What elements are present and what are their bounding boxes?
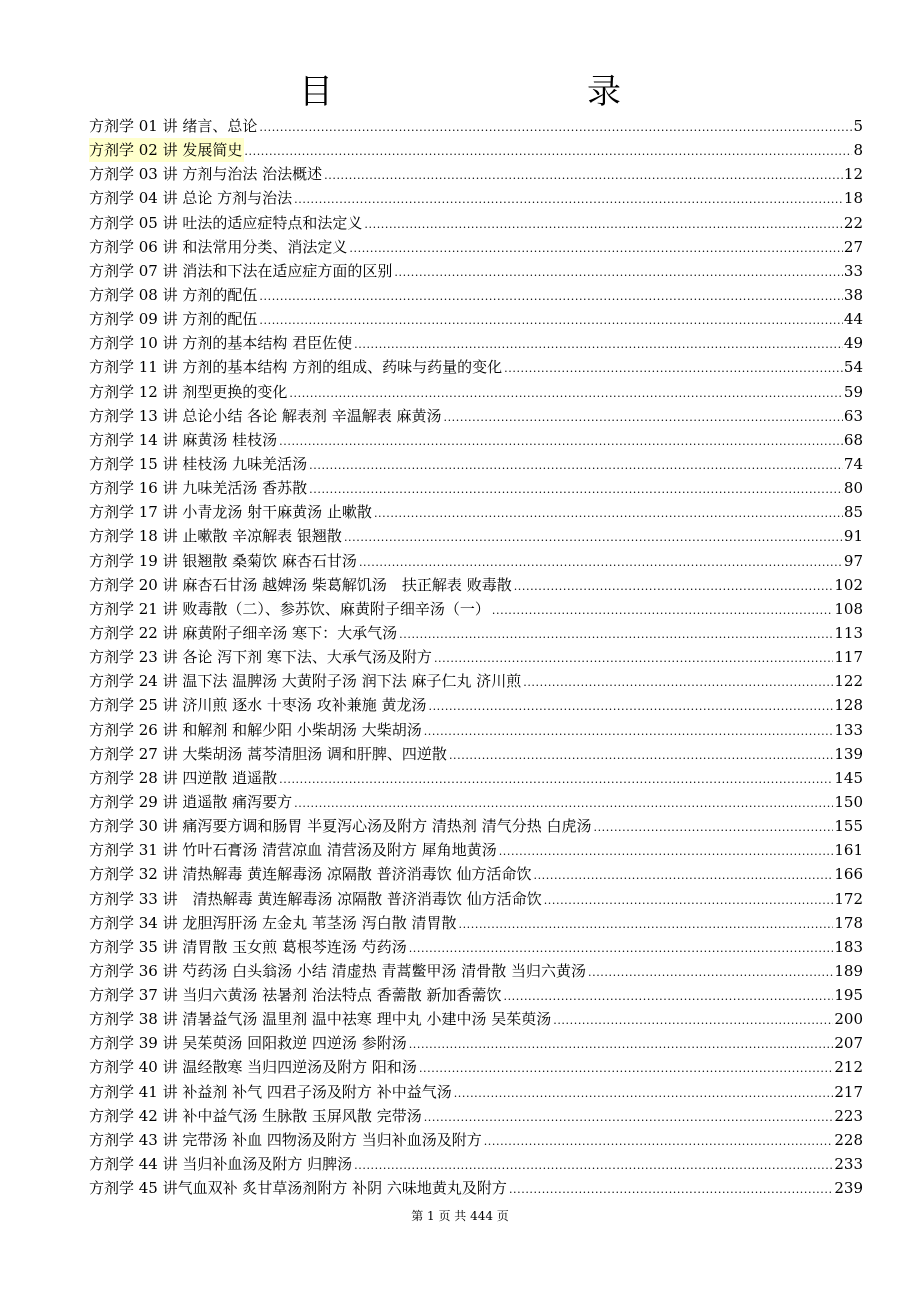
toc-entry-page-number: 223 <box>834 1106 863 1125</box>
toc-dot-leader <box>279 430 843 452</box>
toc-entry-label: 方剂学 42 讲 补中益气汤 生脉散 玉屏风散 完带汤 <box>89 1106 422 1125</box>
toc-entry[interactable] <box>89 283 863 307</box>
page-title: 目 录 <box>299 72 683 112</box>
toc-entry[interactable] <box>89 693 863 717</box>
toc-entry-page-number: 178 <box>834 913 863 932</box>
toc-dot-leader <box>289 382 843 404</box>
toc-dot-leader <box>553 1009 833 1031</box>
toc-entry[interactable] <box>89 1055 863 1079</box>
toc-entry[interactable] <box>89 621 863 645</box>
toc-dot-leader <box>419 1057 833 1079</box>
toc-entry-label: 方剂学 22 讲 麻黄附子细辛汤 寒下：大承气汤 <box>89 623 398 642</box>
toc-entry-label: 方剂学 21 讲 败毒散（二）、参苏饮、麻黄附子细辛汤（一） <box>89 599 490 618</box>
toc-dot-leader <box>454 1082 834 1104</box>
toc-entry[interactable] <box>89 186 863 210</box>
toc-dot-leader <box>309 454 843 476</box>
toc-dot-leader <box>409 937 834 959</box>
toc-entry[interactable] <box>89 331 863 355</box>
toc-entry-label: 方剂学 20 讲 麻杏石甘汤 越婢汤 柴葛解饥汤 扶正解表 败毒散 <box>89 575 512 594</box>
toc-entry-label: 方剂学 07 讲 消法和下法在适应症方面的区别 <box>89 261 393 280</box>
toc-entry-page-number: 117 <box>834 648 863 667</box>
toc-entry-label: 方剂学 33 讲 清热解毒 黄连解毒汤 凉隔散 普济消毒饮 仙方活命饮 <box>89 889 542 908</box>
toc-entry[interactable] <box>89 814 863 838</box>
toc-entry[interactable] <box>89 428 863 452</box>
toc-entry-page-number: 183 <box>834 937 863 956</box>
toc-entry-page-number: 22 <box>843 213 863 232</box>
toc-entry-page-number: 200 <box>834 1010 863 1029</box>
toc-dot-leader <box>294 792 833 814</box>
toc-entry-label: 方剂学 11 讲 方剂的基本结构 方剂的组成、药味与药量的变化 <box>89 358 503 377</box>
toc-dot-leader <box>504 357 843 379</box>
toc-dot-leader <box>259 309 843 331</box>
toc-entry-label: 方剂学 31 讲 竹叶石膏汤 清营凉血 清营汤及附方 犀角地黄汤 <box>89 841 497 860</box>
toc-dot-leader <box>354 1154 833 1176</box>
toc-entry[interactable] <box>89 1176 863 1200</box>
toc-entry-page-number: 233 <box>834 1155 863 1174</box>
toc-dot-leader <box>259 285 843 307</box>
toc-entry-label: 方剂学 45 讲气血双补 炙甘草汤剂附方 补阴 六味地黄丸及附方 <box>89 1179 507 1198</box>
toc-entry-page-number: 63 <box>843 406 863 425</box>
toc-entry-label: 方剂学 37 讲 当归六黄汤 祛暑剂 治法特点 香薷散 新加香薷饮 <box>89 986 502 1005</box>
toc-entry-page-number: 91 <box>843 527 863 546</box>
toc-entry[interactable] <box>89 838 863 862</box>
toc-entry-label: 方剂学 19 讲 银翘散 桑菊饮 麻杏石甘汤 <box>89 551 357 570</box>
toc-entry-label: 方剂学 24 讲 温下法 温脾汤 大黄附子汤 润下法 麻子仁丸 济川煎 <box>89 672 522 691</box>
toc-dot-leader <box>399 623 833 645</box>
toc-dot-leader <box>324 164 843 186</box>
toc-entry-page-number: 207 <box>834 1034 863 1053</box>
toc-entry-page-number: 68 <box>843 430 863 449</box>
toc-entry[interactable] <box>89 1128 863 1152</box>
toc-entry-label: 方剂学 38 讲 清暑益气汤 温里剂 温中祛寒 理中丸 小建中汤 吴茱萸汤 <box>89 1010 552 1029</box>
toc-entry[interactable] <box>89 669 863 693</box>
toc-entry-page-number: 102 <box>834 575 863 594</box>
toc-entry-page-number: 145 <box>834 768 863 787</box>
toc-entry[interactable] <box>89 573 863 597</box>
toc-entry-page-number: 85 <box>843 503 863 522</box>
toc-entry[interactable] <box>89 959 863 983</box>
toc-dot-leader <box>443 406 842 428</box>
toc-dot-leader <box>424 1106 834 1128</box>
toc-entry[interactable] <box>89 476 863 500</box>
toc-entry[interactable] <box>89 742 863 766</box>
toc-entry-page-number: 166 <box>834 865 863 884</box>
toc-entry-page-number: 113 <box>834 623 863 642</box>
toc-entry[interactable] <box>89 935 863 959</box>
toc-entry[interactable] <box>89 645 863 669</box>
toc-entry-page-number: 128 <box>834 696 863 715</box>
toc-entry[interactable] <box>89 355 863 379</box>
toc-dot-leader <box>354 333 843 355</box>
toc-entry-page-number: 150 <box>834 792 863 811</box>
toc-entry-label: 方剂学 12 讲 剂型更换的变化 <box>89 382 288 401</box>
toc-entry-label: 方剂学 40 讲 温经散寒 当归四逆汤及附方 阳和汤 <box>89 1058 417 1077</box>
toc-entry-label: 方剂学 23 讲 各论 泻下剂 寒下法、大承气汤及附方 <box>89 648 432 667</box>
toc-entry[interactable] <box>89 138 863 162</box>
toc-entry-label: 方剂学 01 讲 绪言、总论 <box>89 117 258 135</box>
toc-entry-label: 方剂学 39 讲 吴茱萸汤 回阳救逆 四逆汤 参附汤 <box>89 1034 407 1053</box>
toc-entry-page-number: 161 <box>834 841 863 860</box>
toc-dot-leader <box>294 188 843 210</box>
toc-entry[interactable] <box>89 1031 863 1055</box>
toc-entry-page-number: 38 <box>843 285 863 304</box>
toc-dot-leader <box>359 551 843 573</box>
toc-entry-page-number: 172 <box>834 889 863 908</box>
toc-dot-leader <box>424 720 834 742</box>
toc-dot-leader <box>428 695 833 717</box>
toc-entry-label: 方剂学 18 讲 止嗽散 辛凉解表 银翘散 <box>89 527 342 546</box>
toc-entry-label: 方剂学 14 讲 麻黄汤 桂枝汤 <box>89 430 278 449</box>
toc-entry[interactable] <box>89 162 863 186</box>
toc-entry-page-number: 74 <box>843 454 863 473</box>
toc-entry-label: 方剂学 03 讲 方剂与治法 治法概述 <box>89 165 323 184</box>
toc-entry[interactable] <box>89 307 863 331</box>
toc-dot-leader <box>344 526 843 548</box>
toc-entry[interactable] <box>89 500 863 524</box>
page-footer: 第 1 页 共 444 页 <box>411 1209 509 1223</box>
toc-entry[interactable] <box>89 259 863 283</box>
toc-entry-label: 方剂学 30 讲 痛泻要方调和肠胃 半夏泻心汤及附方 清热剂 清气分热 白虎汤 <box>89 817 592 836</box>
toc-entry-page-number: 33 <box>843 261 863 280</box>
toc-entry-label: 方剂学 15 讲 桂枝汤 九味羌活汤 <box>89 454 308 473</box>
toc-entry-page-number: 122 <box>834 672 863 691</box>
toc-entry-page-number: 59 <box>843 382 863 401</box>
toc-dot-leader <box>533 864 833 886</box>
toc-entry-page-number: 155 <box>834 817 863 836</box>
toc-entry-page-number: 18 <box>843 189 863 208</box>
toc-entry[interactable] <box>89 1152 863 1176</box>
toc-entry-page-number: 195 <box>834 986 863 1005</box>
toc-dot-leader <box>394 261 843 283</box>
toc-entry[interactable] <box>89 1007 863 1031</box>
toc-entry-label: 方剂学 25 讲 济川煎 逐水 十枣汤 攻补兼施 黄龙汤 <box>89 696 427 715</box>
toc-entry[interactable] <box>89 887 863 911</box>
toc-entry-label: 方剂学 36 讲 芍药汤 白头翁汤 小结 清虚热 青蒿鳖甲汤 清骨散 当归六黄汤 <box>89 961 587 980</box>
toc-dot-leader <box>449 744 833 766</box>
toc-entry[interactable] <box>89 452 863 476</box>
toc-entry-page-number: 239 <box>834 1179 863 1198</box>
toc-entry-page-number: 212 <box>834 1058 863 1077</box>
toc-entry-label: 方剂学 13 讲 总论小结 各论 解表剂 辛温解表 麻黄汤 <box>89 406 442 425</box>
toc-entry-page-number: 189 <box>834 961 863 980</box>
toc-entry-label: 方剂学 43 讲 完带汤 补血 四物汤及附方 当归补血汤及附方 <box>89 1130 482 1149</box>
toc-entry-page-number: 27 <box>843 237 863 256</box>
toc-dot-leader <box>544 889 834 911</box>
toc-entry-page-number: 133 <box>834 720 863 739</box>
toc-entry-label: 方剂学 28 讲 四逆散 逍遥散 <box>89 768 278 787</box>
toc-entry[interactable] <box>89 524 863 548</box>
toc-entry[interactable] <box>89 718 863 742</box>
toc-dot-leader <box>499 840 834 862</box>
toc-entry-label: 方剂学 41 讲 补益剂 补气 四君子汤及附方 补中益气汤 <box>89 1082 452 1101</box>
toc-entry-page-number: 5 <box>853 117 863 135</box>
toc-dot-leader <box>309 478 843 500</box>
toc-entry[interactable] <box>89 983 863 1007</box>
toc-entry-label: 方剂学 02 讲 发展简史 <box>89 138 244 162</box>
toc-dot-leader <box>514 575 834 597</box>
toc-dot-leader <box>523 671 833 693</box>
toc-entry-page-number: 139 <box>834 744 863 763</box>
toc-dot-leader <box>434 647 833 669</box>
toc-dot-leader <box>588 961 833 983</box>
table-of-contents <box>89 114 863 1200</box>
toc-entry-label: 方剂学 32 讲 清热解毒 黄连解毒汤 凉隔散 普济消毒饮 仙方活命饮 <box>89 865 532 884</box>
toc-dot-leader <box>364 213 843 235</box>
toc-entry-page-number: 54 <box>843 358 863 377</box>
toc-entry-page-number: 108 <box>834 599 863 618</box>
toc-entry-label: 方剂学 27 讲 大柴胡汤 蒿芩清胆汤 调和肝脾、四逆散 <box>89 744 447 763</box>
toc-entry-page-number: 217 <box>834 1082 863 1101</box>
toc-entry[interactable] <box>89 211 863 235</box>
toc-entry[interactable] <box>89 597 863 621</box>
toc-dot-leader <box>409 1033 834 1055</box>
toc-dot-leader <box>259 116 852 138</box>
toc-entry[interactable] <box>89 1080 863 1104</box>
toc-dot-leader <box>593 816 833 838</box>
toc-entry[interactable] <box>89 1104 863 1128</box>
toc-entry[interactable] <box>89 790 863 814</box>
toc-entry[interactable] <box>89 114 863 138</box>
toc-dot-leader <box>349 237 843 259</box>
toc-entry[interactable] <box>89 549 863 573</box>
toc-entry-page-number: 44 <box>843 310 863 329</box>
toc-dot-leader <box>484 1130 834 1152</box>
toc-entry-page-number: 80 <box>843 479 863 498</box>
toc-dot-leader <box>374 502 843 524</box>
toc-entry-label: 方剂学 34 讲 龙胆泻肝汤 左金丸 苇茎汤 泻白散 清胃散 <box>89 913 457 932</box>
toc-entry-label: 方剂学 10 讲 方剂的基本结构 君臣佐使 <box>89 334 353 353</box>
toc-entry[interactable] <box>89 862 863 886</box>
toc-entry-label: 方剂学 35 讲 清胃散 玉女煎 葛根芩连汤 芍药汤 <box>89 937 407 956</box>
toc-entry[interactable] <box>89 380 863 404</box>
toc-dot-leader <box>492 599 833 621</box>
toc-entry-label: 方剂学 29 讲 逍遥散 痛泻要方 <box>89 792 293 811</box>
toc-dot-leader <box>279 768 833 790</box>
toc-entry-page-number: 12 <box>843 165 863 184</box>
toc-entry-label: 方剂学 09 讲 方剂的配伍 <box>89 310 258 329</box>
toc-dot-leader <box>509 1178 833 1200</box>
toc-entry-label: 方剂学 17 讲 小青龙汤 射干麻黄汤 止嗽散 <box>89 503 372 522</box>
toc-dot-leader <box>244 140 852 162</box>
toc-entry[interactable] <box>89 404 863 428</box>
toc-entry-page-number: 49 <box>843 334 863 353</box>
toc-entry-label: 方剂学 05 讲 吐法的适应症特点和法定义 <box>89 213 363 232</box>
toc-dot-leader <box>503 985 833 1007</box>
toc-entry[interactable] <box>89 766 863 790</box>
toc-entry-page-number: 228 <box>834 1130 863 1149</box>
toc-entry-page-number: 8 <box>853 141 863 160</box>
toc-entry-label: 方剂学 08 讲 方剂的配伍 <box>89 285 258 304</box>
toc-entry[interactable] <box>89 911 863 935</box>
toc-entry-label: 方剂学 06 讲 和法常用分类、消法定义 <box>89 237 348 256</box>
toc-entry-label: 方剂学 16 讲 九味羌活汤 香苏散 <box>89 479 308 498</box>
toc-entry[interactable] <box>89 235 863 259</box>
toc-entry-page-number: 97 <box>843 551 863 570</box>
toc-entry-label: 方剂学 44 讲 当归补血汤及附方 归脾汤 <box>89 1155 353 1174</box>
toc-entry-label: 方剂学 26 讲 和解剂 和解少阳 小柴胡汤 大柴胡汤 <box>89 720 422 739</box>
toc-entry-label: 方剂学 04 讲 总论 方剂与治法 <box>89 189 293 208</box>
toc-dot-leader <box>458 913 833 935</box>
